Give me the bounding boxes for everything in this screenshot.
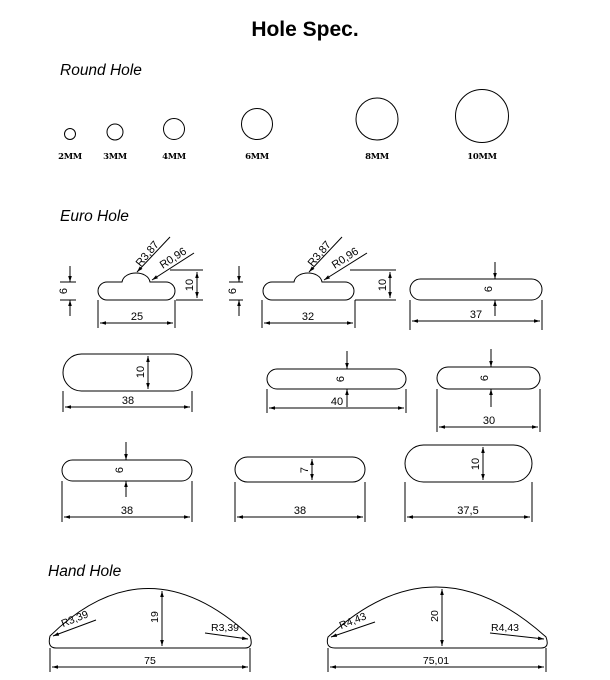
round-hole-label-2mm: 2MM: [58, 152, 82, 162]
dim-height-10-shape2: 10: [377, 278, 389, 292]
dim-height-slot-38-10: 10: [135, 365, 147, 379]
dim-height-slot-38-6: 6: [114, 466, 126, 474]
dim-radius-r3-87-shape1: R3,87: [133, 238, 162, 270]
round-hole-label-4mm: 4MM: [162, 152, 186, 162]
dim-height-slot-30: 6: [479, 374, 491, 382]
round-hole-8mm: [356, 98, 398, 140]
dim-width-25: 25: [130, 311, 144, 323]
dim-width-hand-hole-right: 75,01: [422, 655, 450, 667]
round-hole-label-6mm: 6MM: [245, 152, 269, 162]
hand-hole-heading: Hand Hole: [48, 563, 122, 580]
round-hole-4mm: [164, 119, 185, 140]
page-title: Hole Spec.: [251, 18, 359, 41]
dim-width-slot-38-7: 38: [293, 505, 307, 517]
dim-height-hand-hole-left: 19: [149, 611, 161, 623]
round-hole-heading: Round Hole: [60, 62, 142, 79]
dim-width-slot-38-10: 38: [121, 395, 135, 407]
dim-radius-left-hand-hole-right: R4,43: [337, 610, 369, 633]
dim-height-slot-38-7: 7: [299, 466, 311, 474]
dim-width-32: 32: [301, 311, 315, 323]
dim-radius-r0-96-shape2: R0,96: [329, 245, 361, 272]
dim-width-slot-37: 37: [469, 309, 483, 321]
dim-radius-right-hand-hole-right: R4,43: [490, 622, 520, 634]
round-hole-label-10mm: 10MM: [467, 152, 497, 162]
dim-height-6-shape2: 6: [227, 287, 239, 295]
dim-width-slot-40: 40: [330, 396, 344, 408]
dim-width-hand-hole-left: 75: [144, 655, 156, 667]
round-hole-label-8mm: 8MM: [365, 152, 389, 162]
dim-radius-left-hand-hole-left: R3,39: [59, 608, 91, 631]
round-hole-2mm: [65, 129, 76, 140]
dim-width-slot-30: 30: [482, 415, 496, 427]
round-hole-10mm: [456, 90, 509, 143]
dim-radius-right-hand-hole-left: R3,39: [210, 622, 240, 634]
dim-height-hand-hole-right: 20: [429, 610, 441, 622]
euro-hole-heading: Euro Hole: [60, 208, 129, 225]
dim-width-slot-37-5: 37,5: [457, 505, 479, 517]
dim-radius-r0-96-shape1: R0,96: [157, 245, 189, 272]
dim-height-10-shape1: 10: [184, 278, 196, 292]
dim-radius-r3-87-shape2: R3,87: [305, 238, 334, 270]
dim-height-slot-40: 6: [335, 375, 347, 383]
round-hole-3mm: [107, 124, 123, 140]
dim-height-6-shape1: 6: [58, 287, 70, 295]
dim-height-slot-37-5: 10: [470, 457, 482, 471]
round-hole-6mm: [242, 109, 273, 140]
dim-height-slot-37: 6: [483, 285, 495, 293]
dim-width-slot-38-6: 38: [120, 505, 134, 517]
round-hole-label-3mm: 3MM: [103, 152, 127, 162]
